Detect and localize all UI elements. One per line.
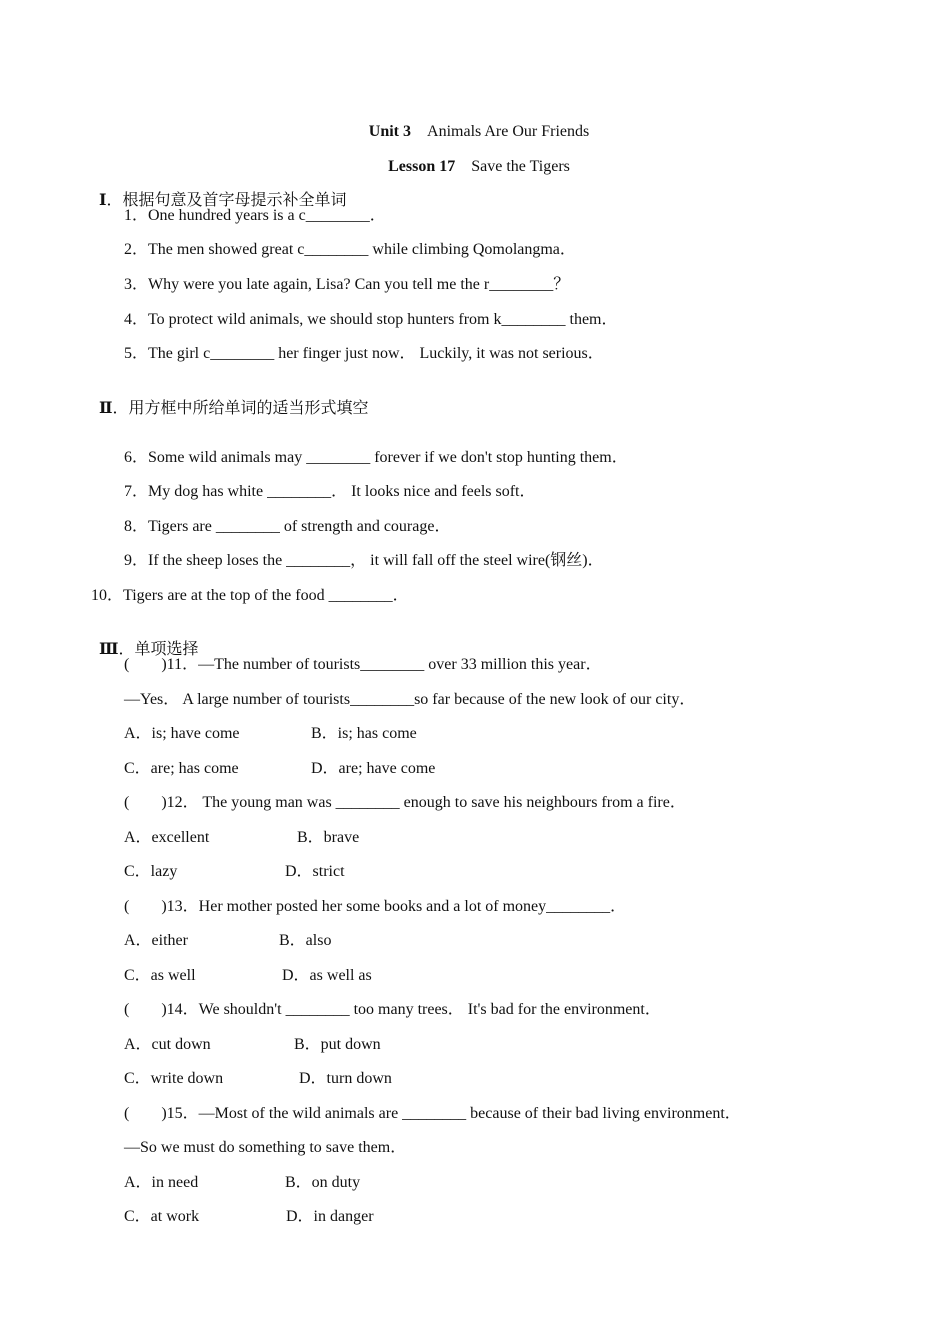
- q12-option-d: D．strict: [285, 863, 345, 880]
- q14-option-d: D．turn down: [299, 1070, 392, 1087]
- question-15-stem: ( )15．—Most of the wild animals are ________ because of their bad living environment．: [124, 1105, 741, 1122]
- question-9: 9．If the sheep loses the ________， it will fall off the steel wire(钢丝)．: [124, 552, 604, 569]
- q15-option-b: B．on duty: [285, 1174, 361, 1191]
- question-5: 5．The girl c________ her finger just now． Luckily, it was not serious．: [124, 345, 604, 362]
- question-15-reply: —So we must do something to save them．: [124, 1139, 407, 1156]
- q11-option-d: D．are; have come: [311, 760, 436, 777]
- section-3-number: Ⅲ: [99, 641, 119, 658]
- section-1-heading: [91, 171, 347, 211]
- q13-option-d: D．as well as: [282, 967, 372, 984]
- q13-option-b: B．also: [279, 932, 332, 949]
- question-11-stem: ( )11．—The number of tourists________ over 33 million this year．: [124, 656, 602, 673]
- q15-option-d: D．in danger: [286, 1208, 374, 1225]
- question-7: 7．My dog has white ________． It looks nice and feels soft．: [124, 483, 536, 500]
- section-2-number: Ⅱ: [99, 400, 113, 417]
- question-4: 4．To protect wild animals, we should stop hunters from k________ them．: [124, 311, 618, 328]
- q12-option-b: B．brave: [297, 829, 360, 846]
- question-2: 2．The men showed great c________ while climbing Qomolangma．: [124, 241, 576, 258]
- question-14-stem: ( )14．We shouldn't ________ too many trees． It's bad for the environment．: [124, 1001, 661, 1018]
- q14-option-a: A．cut down: [124, 1036, 211, 1053]
- q13-option-c: C．as well: [124, 967, 196, 984]
- question-10: 10．Tigers are at the top of the food ________．: [91, 587, 409, 604]
- unit-name: Animals Are Our Friends: [427, 123, 590, 140]
- section-3-text: ．单项选择: [118, 641, 199, 658]
- q13-option-a: A．either: [124, 932, 188, 949]
- question-12-stem: ( )12． The young man was ________ enough to save his neighbours from a fire．: [124, 794, 686, 811]
- question-13-stem: ( )13．Her mother posted her some books and a lot of money________．: [124, 898, 627, 915]
- question-3: 3．Why were you late again, Lisa? Can you tell me the r________？: [124, 276, 570, 293]
- question-11-reply: —Yes． A large number of tourists________so far because of the new look of our city．: [124, 691, 696, 708]
- question-8: 8．Tigers are ________ of strength and courage．: [124, 518, 451, 535]
- q15-option-c: C．at work: [124, 1208, 200, 1225]
- unit-title: [0, 102, 950, 142]
- q11-option-a: A．is; have come: [124, 725, 240, 742]
- question-6: 6．Some wild animals may ________ forever if we don't stop hunting them．: [124, 449, 628, 466]
- lesson-number: Lesson 17: [388, 158, 456, 175]
- section-1-text: ．根据句意及首字母提示补全单词: [106, 192, 347, 209]
- q14-option-b: B．put down: [294, 1036, 381, 1053]
- section-3-heading: [91, 620, 199, 660]
- section-2-heading: [91, 379, 369, 419]
- q12-option-c: C．lazy: [124, 863, 178, 880]
- question-1: 1．One hundred years is a c________．: [124, 207, 386, 224]
- q12-option-a: A．excellent: [124, 829, 210, 846]
- section-2-text: ．用方框中所给单词的适当形式填空: [112, 400, 369, 417]
- lesson-name: Save the Tigers: [471, 158, 570, 175]
- q11-option-c: C．are; has come: [124, 760, 239, 777]
- q15-option-a: A．in need: [124, 1174, 199, 1191]
- unit-number: Unit 3: [368, 123, 411, 140]
- q14-option-c: C．write down: [124, 1070, 224, 1087]
- q11-option-b: B．is; has come: [311, 725, 417, 742]
- section-1-number: Ⅰ: [99, 192, 107, 209]
